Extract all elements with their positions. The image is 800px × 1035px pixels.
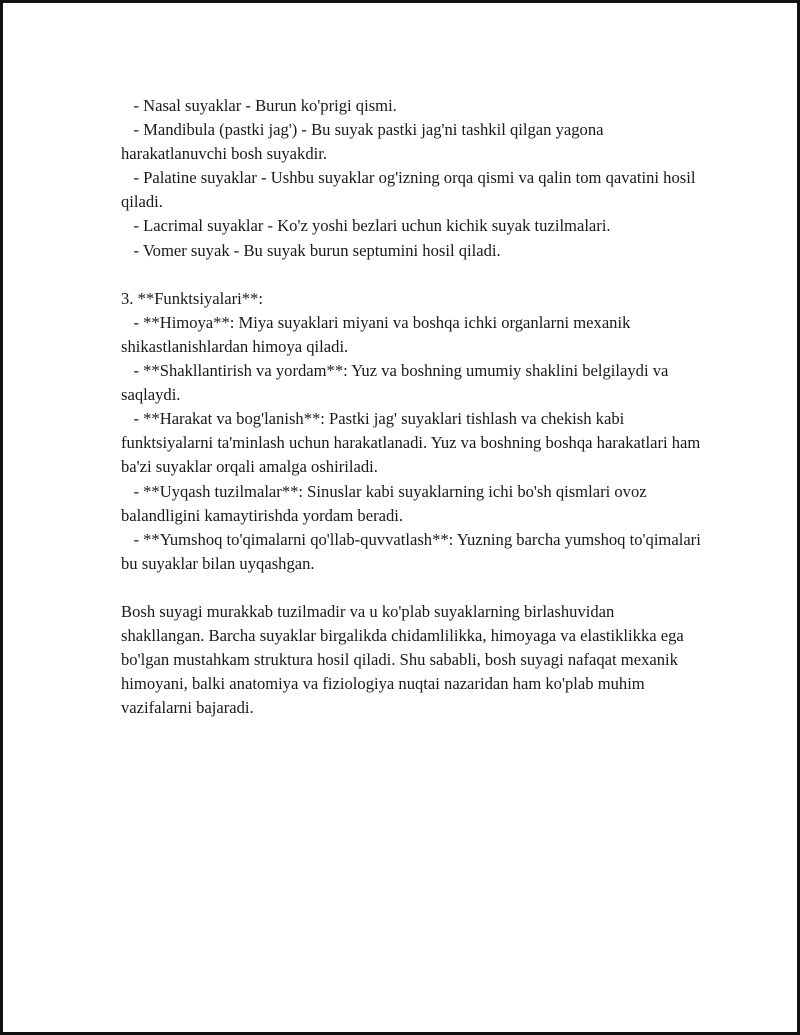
- paragraph-spacer: [121, 576, 701, 600]
- function-item-yumshoq: - **Yumshoq to'qimalarni qo'llab-quvvatlash**: Yuzning barcha yumshoq to'qimalari bu suyaklar bilan uyqashgan.: [121, 529, 701, 573]
- conclusion-paragraph: Bosh suyagi murakkab tuzilmadir va u ko'plab suyaklarning birlashuvidan shakllangan. Barcha suyaklar birgalikda chidamlilikka, himoyaga va elastiklikka ega bo'lgan mustahkam struktura hosil qiladi. Shu sababli, bosh suyagi nafaqat mexanik himoyani, balki anatomiya va fiziologiya nuqtai nazaridan ham ko'plab muhim vazifalarni bajaradi.: [121, 601, 684, 718]
- functions-heading: 3. **Funktsiyalari**:: [121, 288, 263, 308]
- function-item-uyqash: - **Uyqash tuzilmalar**: Sinuslar kabi suyaklarning ichi bo'sh qismlari ovoz balandligini kamaytirishda yordam beradi.: [121, 481, 647, 525]
- bone-item-palatine: - Palatine suyaklar - Ushbu suyaklar og'izning orqa qismi va qalin tom qavatini hosil qiladi.: [121, 168, 696, 212]
- bone-item-mandibula: - Mandibula (pastki jag') - Bu suyak pastki jag'ni tashkil qilgan yagona harakatlanuvchi bosh suyakdir.: [121, 120, 604, 164]
- function-item-himoya: - **Himoya**: Miya suyaklari miyani va boshqa ichki organlarni mexanik shikastlanishlardan himoya qiladi.: [121, 312, 631, 356]
- paragraph-spacer: [121, 263, 701, 287]
- function-item-shakllantirish: - **Shakllantirish va yordam**: Yuz va boshning umumiy shaklini belgilaydi va saqlaydi.: [121, 361, 669, 405]
- bone-item-vomer: - Vomer suyak - Bu suyak burun septumini hosil qiladi.: [121, 240, 501, 260]
- bone-item-nasal: - Nasal suyaklar - Burun ko'prigi qismi.: [121, 96, 397, 115]
- bone-item-lacrimal: - Lacrimal suyaklar - Ko'z yoshi bezlari uchun kichik suyak tuzilmalari.: [121, 216, 611, 236]
- document-body: [121, 94, 701, 720]
- function-item-harakat: - **Harakat va bog'lanish**: Pastki jag' suyaklari tishlash va chekish kabi funktsiyalarni ta'minlash uchun harakatlanadi. Yuz va boshning boshqa harakatlari ham ba'zi suyaklar orqali amalga oshiriladi.: [121, 409, 701, 477]
